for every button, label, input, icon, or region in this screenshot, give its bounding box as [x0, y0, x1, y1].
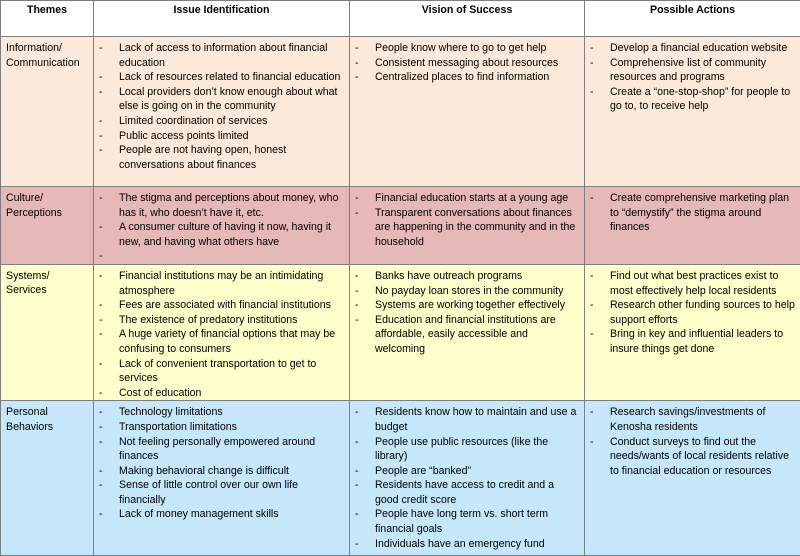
- list-item: - Create a “one-stop-shop” for people to go to, to receive help: [585, 85, 796, 114]
- actions-list-cell: [585, 264, 800, 400]
- list-item: - Develop a financial education website: [585, 41, 796, 56]
- actions-list: [585, 265, 800, 357]
- list-item: - The existence of predatory institutions: [94, 313, 345, 328]
- actions-list: [585, 401, 800, 478]
- vision-list: [350, 37, 584, 85]
- list-item: - Not feeling personally empowered around finances: [94, 435, 345, 464]
- list-item: - Centralized places to find information: [350, 70, 580, 85]
- issue-list: [94, 265, 349, 400]
- list-item: - Bring in key and influential leaders to insure things get done: [585, 327, 796, 356]
- actions-list-cell: [585, 401, 800, 556]
- list-item: - Lack of convenient transportation to get to services: [94, 357, 345, 386]
- issue-list-cell: [94, 401, 350, 556]
- table-row-systems: [1, 264, 800, 400]
- header-themes: Themes: [1, 1, 94, 37]
- list-item: - Transparent conversations about finances are happening in the community and in the household: [350, 206, 580, 250]
- list-item: - Fees are associated with financial institutions: [94, 298, 345, 313]
- table-row-personal: [1, 401, 800, 556]
- header-row: [1, 1, 800, 37]
- vision-list-cell: [350, 401, 585, 556]
- theme-cell: Personal Behaviors: [1, 401, 94, 556]
- vision-list: [350, 265, 584, 357]
- list-item: - Individuals have an emergency fund: [350, 537, 580, 552]
- issue-list: [94, 187, 349, 264]
- list-item: - Public access points limited: [94, 129, 345, 144]
- issue-list-cell: [94, 187, 350, 265]
- issue-list-cell: [94, 264, 350, 400]
- list-item: - Residents have access to credit and a good credit score: [350, 478, 580, 507]
- list-item: - Systems are working together effectively: [350, 298, 580, 313]
- list-item: - Conduct surveys to find out the needs/wants of local residents relative to financial education or resources: [585, 435, 796, 479]
- theme-cell: Information/ Communication: [1, 37, 94, 187]
- list-item: - Create comprehensive marketing plan to “demystify” the stigma around finances: [585, 191, 796, 235]
- list-item: - People know where to go to get help: [350, 41, 580, 56]
- list-item: - Transportation limitations: [94, 420, 345, 435]
- actions-list-cell: [585, 187, 800, 265]
- theme-cell: Systems/ Services: [1, 264, 94, 400]
- list-item: - Education and financial institutions are affordable, easily accessible and welcoming: [350, 313, 580, 357]
- list-item: - Limited coordination of services: [94, 114, 345, 129]
- actions-list-cell: [585, 37, 800, 187]
- list-item: - A huge variety of financial options that may be confusing to consumers: [94, 327, 345, 356]
- list-item: - Financial institutions may be an intimidating atmosphere: [94, 269, 345, 298]
- list-item: - Cost of education: [94, 386, 345, 401]
- list-item: - Financial education starts at a young age: [350, 191, 580, 206]
- table-row-culture: [1, 187, 800, 265]
- list-item: - Lack of money management skills: [94, 507, 345, 522]
- list-item: - Research other funding sources to help support efforts: [585, 298, 796, 327]
- list-item: - The stigma and perceptions about money, who has it, who doesn’t have it, etc.: [94, 191, 345, 220]
- list-item: - People are not having open, honest conversations about finances: [94, 143, 345, 172]
- list-item: - Residents know how to maintain and use a budget: [350, 405, 580, 434]
- table-row-info: [1, 37, 800, 187]
- vision-list-cell: [350, 37, 585, 187]
- vision-list-cell: [350, 264, 585, 400]
- list-item: - People have long term vs. short term financial goals: [350, 507, 580, 536]
- list-item: - Find out what best practices exist to most effectively help local residents: [585, 269, 796, 298]
- actions-list: [585, 187, 800, 235]
- list-item: - Sense of little control over our own life financially: [94, 478, 345, 507]
- header-vision-of-success: Vision of Success: [350, 1, 585, 37]
- list-item: [94, 249, 345, 264]
- list-item: - Technology limitations: [94, 405, 345, 420]
- list-item: - Local providers don’t know enough about what else is going on in the community: [94, 85, 345, 114]
- issue-list-cell: [94, 37, 350, 187]
- issue-list: [94, 401, 349, 522]
- vision-list: [350, 187, 584, 249]
- header-possible-actions: Possible Actions: [585, 1, 800, 37]
- list-item: - No payday loan stores in the community: [350, 284, 580, 299]
- list-item: - Research savings/investments of Kenosha residents: [585, 405, 796, 434]
- list-item: - Comprehensive list of community resources and programs: [585, 56, 796, 85]
- list-item: - A consumer culture of having it now, having it new, and having what others have: [94, 220, 345, 249]
- list-item: - Consistent messaging about resources: [350, 56, 580, 71]
- list-item: - Lack of resources related to financial education: [94, 70, 345, 85]
- list-item: - Lack of access to information about financial education: [94, 41, 345, 70]
- vision-list-cell: [350, 187, 585, 265]
- list-item: - People are “banked”: [350, 464, 580, 479]
- actions-list: [585, 37, 800, 114]
- list-item: - Making behavioral change is difficult: [94, 464, 345, 479]
- vision-list: [350, 401, 584, 551]
- list-item: - People use public resources (like the library): [350, 435, 580, 464]
- header-issue-identification: Issue Identification: [94, 1, 350, 37]
- list-item: - Banks have outreach programs: [350, 269, 580, 284]
- issue-list: [94, 37, 349, 172]
- theme-cell: Culture/ Perceptions: [1, 187, 94, 265]
